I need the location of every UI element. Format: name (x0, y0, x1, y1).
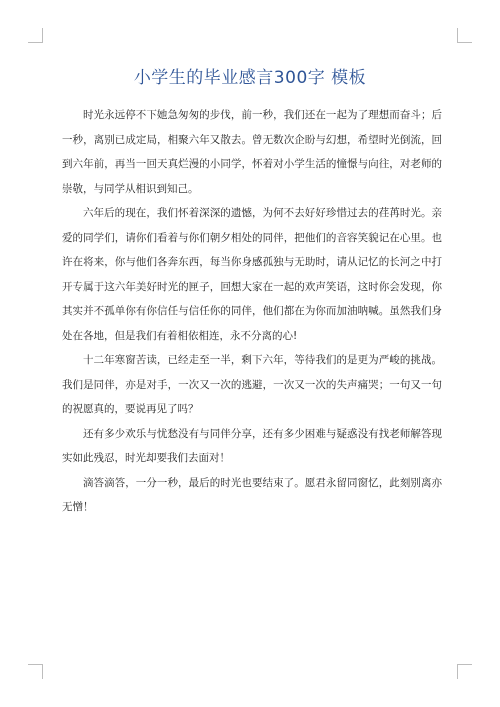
document-body (62, 103, 442, 520)
paragraph-4: 还有多少欢乐与忧愁没有与同伴分享，还有多少困难与疑惑没有找老师解答现实如此残忍，时光却要我们去面对！ (62, 427, 442, 464)
paragraph-2: 六年后的现在，我们怀着深深的遗憾，为何不去好好珍惜过去的荏苒时光。亲爱的同学们，请你们看着与你们朝夕相处的同伴，把他们的音容笑貌记在心里。也许在将来，你与他们各奔东西，每当你身感孤独与无助时，请从记忆的长河之中打开专属于这六年美好时光的匣子，回想大家在一起的欢声笑语，这时你会发现，你其实并不孤单你有你信任与信任你的同伴，他们都在为你而加油呐喊。虽然我们身处在各地，但是我们有着相依相连，永不分离的心! (62, 207, 442, 342)
paragraph-5: 滴答滴答，一分一秒，最后的时光也要结束了。愿君永留同窗忆，此刻别离亦无憎！ (62, 476, 442, 513)
crop-mark-top-left (28, 28, 43, 43)
document-title: 小学生的毕业感言300字 模板 (133, 68, 367, 88)
crop-mark-bottom-left (28, 664, 43, 679)
crop-mark-bottom-right (457, 664, 472, 679)
crop-mark-top-right (457, 28, 472, 43)
paragraph-3: 十二年寒窗苦读，已经走至一半，剩下六年，等待我们的是更为严峻的挑战。我们是同伴，亦是对手，一次又一次的逃避，一次又一次的失声痛哭；一句又一句的祝愿真的，要说再见了吗？ (62, 354, 442, 415)
paragraph-1: 时光永远停不下她急匆匆的步伐，前一秒，我们还在一起为了理想而奋斗；后一秒，离别已成定局，相聚六年又散去。曾无数次企盼与幻想，希望时光倒流，回到六年前，再当一回天真烂漫的小同学，怀着对小学生活的憧憬与向往，对老师的崇敬，与同学从相识到知己。 (62, 109, 442, 195)
